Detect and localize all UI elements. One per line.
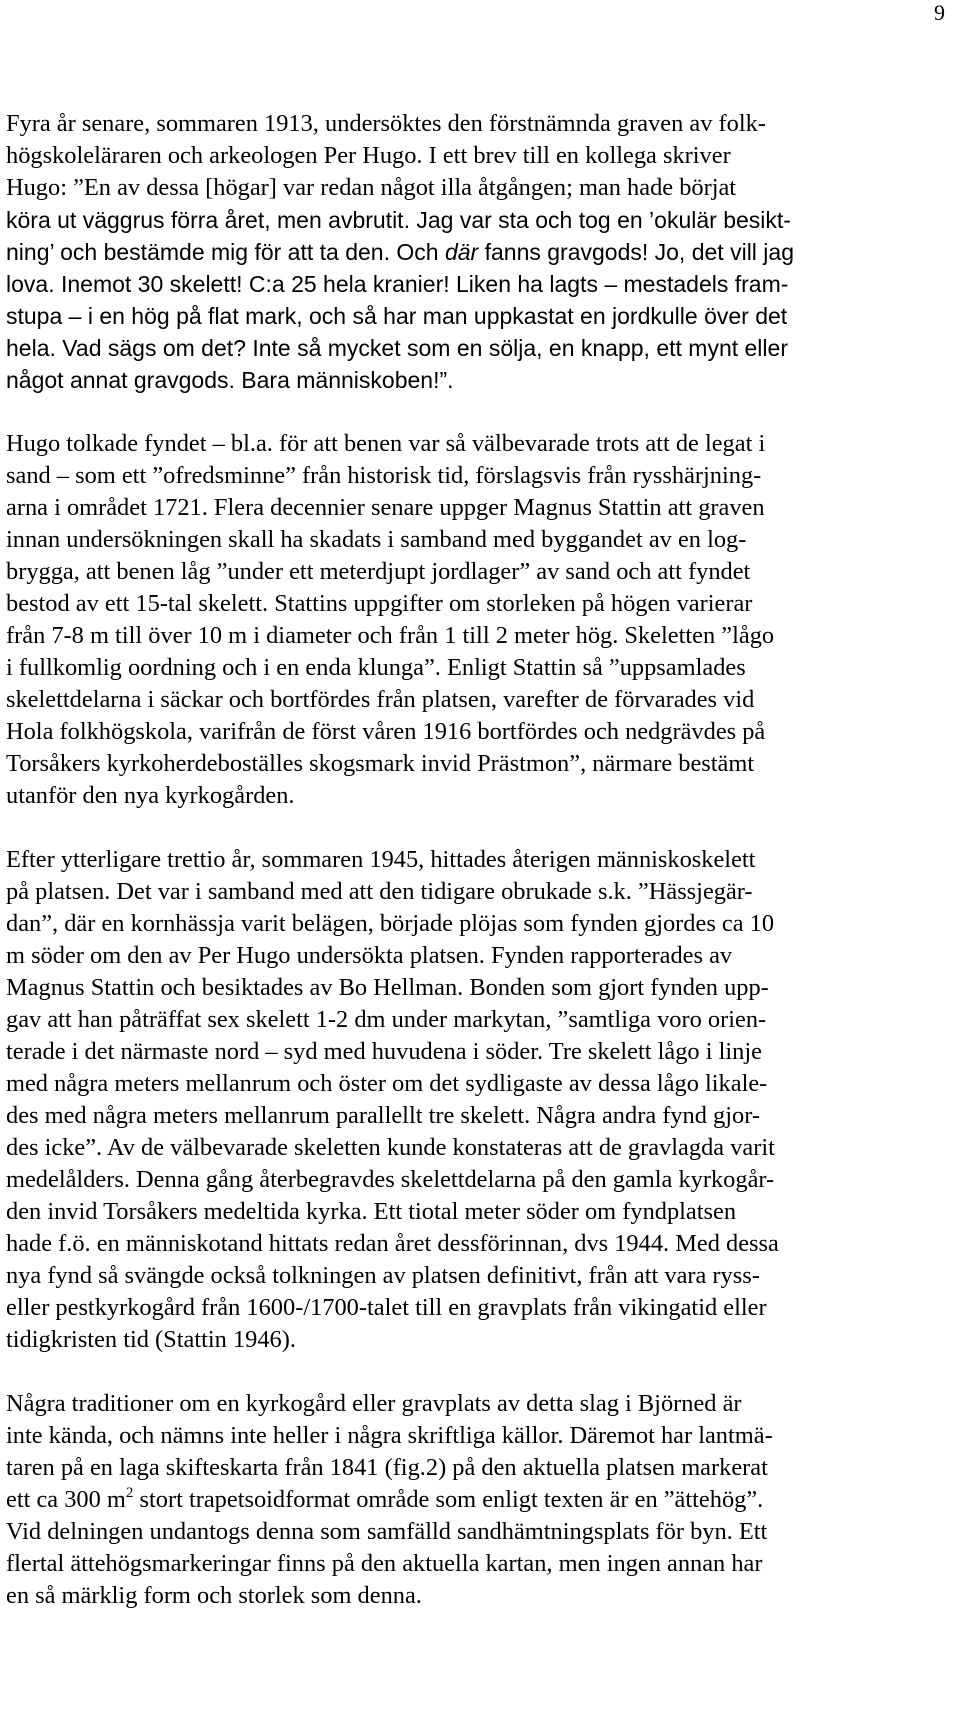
text-line: hade f.ö. en människotand hittats redan året dessförinnan, dvs 1944. Med dessa xyxy=(6,1230,779,1257)
text-line: dan”, där en kornhässja varit belägen, började plöjas som fynden gjordes ca 10 xyxy=(6,910,775,937)
text-line: Vid delningen undantogs denna som samfälld sandhämtningsplats för byn. Ett xyxy=(6,1518,768,1545)
text-line: Hola folkhögskola, varifrån de först våren 1916 bortfördes och nedgrävdes på xyxy=(6,718,766,745)
text-line: Hugo tolkade fyndet – bl.a. för att benen var så välbevarade trots att de legat i xyxy=(6,430,766,457)
text-line: taren på en laga skifteskarta från 1841 (fig.2) på den aktuella platsen markerat xyxy=(6,1454,768,1481)
text-line: utanför den nya kyrkogården. xyxy=(6,782,295,809)
text-line: Några traditioner om en kyrkogård eller gravplats av detta slag i Björned är xyxy=(6,1390,742,1417)
quote-emphasis: där xyxy=(444,239,479,265)
text-line: från 7-8 m till över 10 m i diameter och från 1 till 2 meter hög. Skeletten ”lågo xyxy=(6,622,775,649)
text-line: högskoleläraren och arkeologen Per Hugo. I ett brev till en kollega skriver xyxy=(6,142,731,169)
page-number: 9 xyxy=(934,0,945,25)
text-line: nya fynd så svängde också tolkningen av platsen definitivt, från att vara ryss- xyxy=(6,1262,760,1289)
text-line: i fullkomlig oordning och i en enda klunga”. Enligt Stattin så ”uppsamlades xyxy=(6,654,746,681)
quote-line: stupa – i en hög på flat mark, och så har man uppkastat en jordkulle över det xyxy=(6,303,788,329)
paragraph-interpretation xyxy=(6,428,952,812)
text-line: m söder om den av Per Hugo undersökta platsen. Fynden rapporterades av xyxy=(6,942,733,969)
text-line: Fyra år senare, sommaren 1913, undersöktes den förstnämnda graven av folk- xyxy=(6,110,766,137)
text-line: Torsåkers kyrkoherdeboställes skogsmark invid Prästmon”, närmare bestämt xyxy=(6,750,755,777)
text-line: brygga, att benen låg ”under ett meterdjupt jordlager” av sand och att fyndet xyxy=(6,558,751,585)
text-line: tidigkristen tid (Stattin 1946). xyxy=(6,1326,296,1353)
text-line: en så märklig form och storlek som denna. xyxy=(6,1582,422,1609)
text-line: med några meters mellanrum och öster om det sydligaste av dessa lågo likale- xyxy=(6,1070,768,1097)
text-line: Magnus Stattin och besiktades av Bo Hellman. Bonden som gjort fynden upp- xyxy=(6,974,769,1001)
quote-line xyxy=(6,236,952,268)
text-line: flertal ättehögsmarkeringar finns på den aktuella kartan, men ingen annan har xyxy=(6,1550,763,1577)
paragraph-1945-finds xyxy=(6,844,952,1356)
text-line: den invid Torsåkers medeltida kyrka. Ett tiotal meter söder om fyndplatsen xyxy=(6,1198,737,1225)
paragraph-hugo-1913 xyxy=(6,108,952,396)
text-line: des icke”. Av de välbevarade skeletten kunde konstateras att de gravlagda varit xyxy=(6,1134,775,1161)
quote-text: fanns gravgods! Jo, det vill jag xyxy=(478,239,794,265)
text-line: arna i området 1721. Flera decennier senare uppger Magnus Stattin att graven xyxy=(6,494,765,521)
text-line: inte kända, och nämns inte heller i några skriftliga källor. Däremot har lantmä- xyxy=(6,1422,773,1449)
text-line: Efter ytterligare trettio år, sommaren 1945, hittades återigen människoskelett xyxy=(6,846,756,873)
text-line: bestod av ett 15-tal skelett. Stattins uppgifter om storleken på högen varierar xyxy=(6,590,753,617)
text-line xyxy=(6,1484,952,1516)
quote-text: ning’ och bestämde mig för att ta den. Och xyxy=(6,239,445,265)
quote-line: lova. Inemot 30 skelett! C:a 25 hela kranier! Liken ha lagts – mestadels fram- xyxy=(6,271,789,297)
text-line: des med några meters mellanrum parallellt tre skelett. Några andra fynd gjor- xyxy=(6,1102,760,1129)
text-line: skelettdelarna i säckar och bortfördes från platsen, varefter de förvarades vid xyxy=(6,686,755,713)
text-line: eller pestkyrkogård från 1600-/1700-talet till en gravplats från vikingatid eller xyxy=(6,1294,767,1321)
paragraph-traditions xyxy=(6,1388,952,1612)
quote-line: hela. Vad sägs om det? Inte så mycket som en sölja, en knapp, ett mynt eller xyxy=(6,335,788,361)
quote-line: köra ut väggrus förra året, men avbrutit. Jag var sta och tog en ’okulär besikt- xyxy=(6,207,791,233)
text-line: medelålders. Denna gång återbegravdes skelettdelarna på den gamla kyrkogår- xyxy=(6,1166,775,1193)
page-body xyxy=(6,108,952,1612)
text-line: gav att han påträffat sex skelett 1-2 dm under markytan, ”samtliga voro orien- xyxy=(6,1006,767,1033)
text-segment: ett ca 300 m xyxy=(6,1486,126,1513)
text-line: sand – som ett ”ofredsminne” från historisk tid, förslagsvis från rysshärjning- xyxy=(6,462,762,489)
text-line: på platsen. Det var i samband med att den tidigare obrukade s.k. ”Hässjegär- xyxy=(6,878,753,905)
text-line: terade i det närmaste nord – syd med huvudena i söder. Tre skelett lågo i linje xyxy=(6,1038,762,1065)
quote-line: något annat gravgods. Bara människoben!”. xyxy=(6,367,454,393)
superscript: 2 xyxy=(125,1485,134,1501)
text-line: Hugo: ”En av dessa [högar] var redan något illa åtgången; man hade börjat xyxy=(6,174,737,201)
text-segment: stort trapetsoidformat område som enligt texten är en ”ättehög”. xyxy=(133,1486,764,1513)
text-line: innan undersökningen skall ha skadats i samband med byggandet av en log- xyxy=(6,526,747,553)
